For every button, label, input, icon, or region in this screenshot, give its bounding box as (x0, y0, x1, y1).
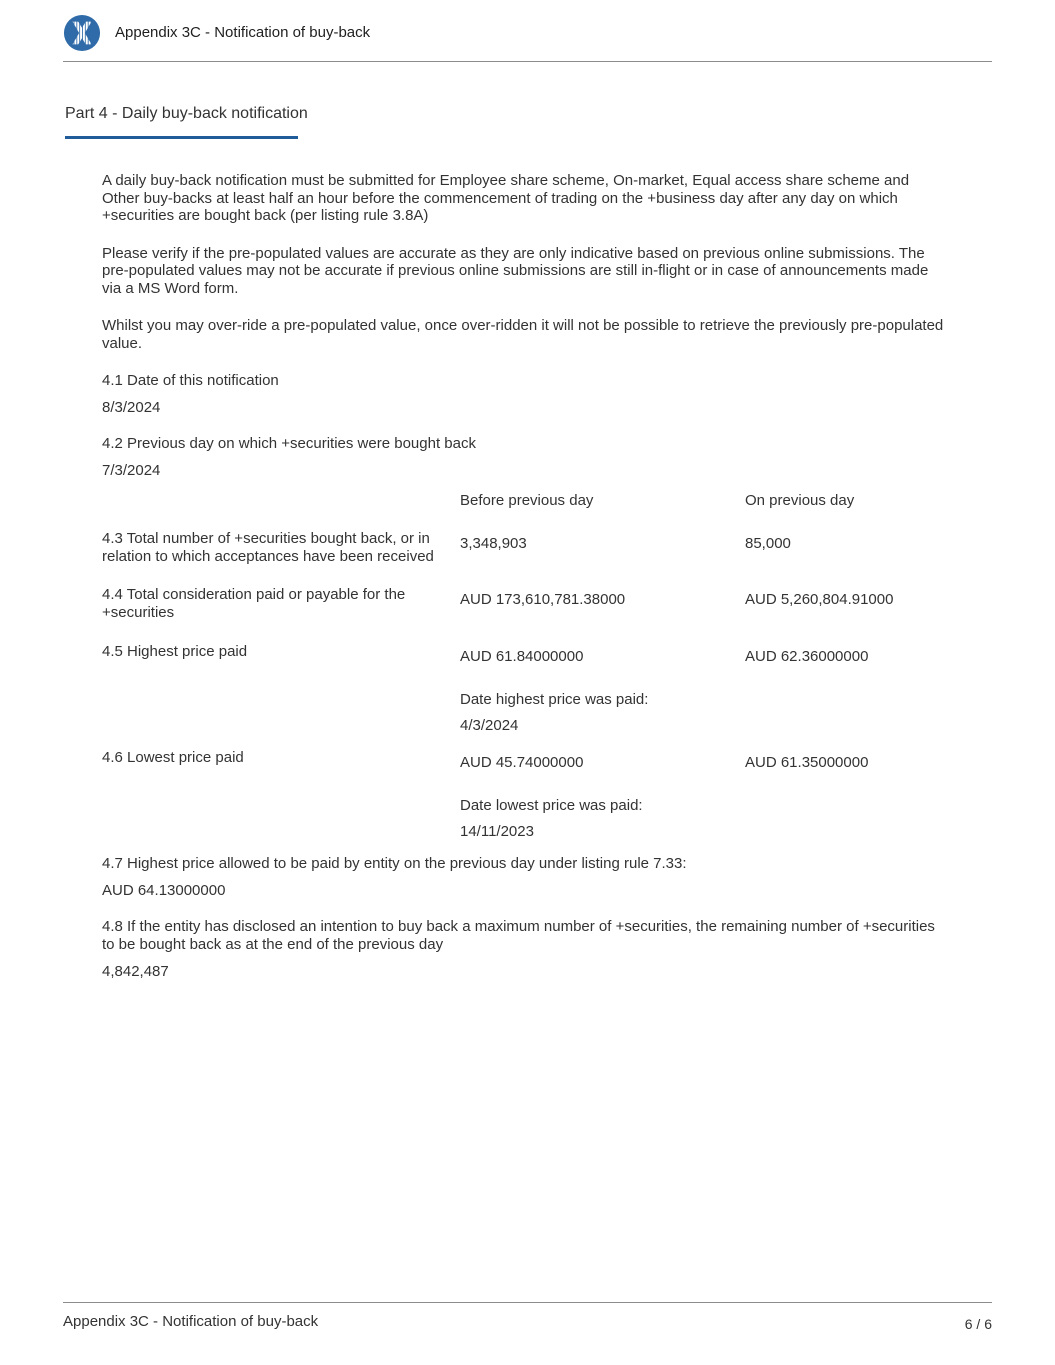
column-header-before-previous-day: Before previous day (460, 492, 594, 509)
row-4-6-label: 4.6 Lowest price paid (102, 749, 244, 766)
row-4-4-on-value: AUD 5,260,804.91000 (745, 591, 894, 608)
intro-paragraph-3: Whilst you may over-ride a pre-populated value, once over-ridden it will not be possible to retrieve the previously pre-populated value. (102, 317, 944, 352)
row-4-4-before-value: AUD 173,610,781.38000 (460, 591, 626, 608)
row-4-6-on-value: AUD 61.35000000 (745, 754, 869, 771)
row-4-6-date-value: 14/11/2023 (460, 823, 534, 840)
table-row-4-6 (102, 749, 947, 772)
header-title: Appendix 3C - Notification of buy-back (115, 24, 371, 41)
row-4-4-label: 4.4 Total consideration paid or payable for the +securities (102, 586, 406, 621)
row-4-3-label: 4.3 Total number of +securities bought back, or in relation to which acceptances have been received (102, 530, 434, 565)
field-4-8 (102, 918, 947, 981)
row-4-5-date-label: Date highest price was paid: (460, 691, 649, 708)
table-header-row (102, 492, 947, 510)
field-4-2-value: 7/3/2024 (102, 462, 161, 479)
row-4-6-before-value: AUD 45.74000000 (460, 754, 584, 771)
field-4-8-label: 4.8 If the entity has disclosed an intention to buy back a maximum number of +securities, the remaining number of +securities to be bought back as at the end of the previous day (102, 918, 935, 953)
row-4-6-date-label: Date lowest price was paid: (460, 797, 643, 814)
column-header-on-previous-day: On previous day (745, 492, 855, 509)
row-4-5-before-value: AUD 61.84000000 (460, 648, 584, 665)
table-row-4-4 (102, 586, 947, 622)
footer-title: Appendix 3C - Notification of buy-back (63, 1313, 319, 1330)
field-4-1-label: 4.1 Date of this notification (102, 372, 279, 389)
footer-page-number: 6 / 6 (964, 1316, 992, 1332)
row-4-5-on-value: AUD 62.36000000 (745, 648, 869, 665)
document-header (63, 0, 992, 62)
row-4-5-label: 4.5 Highest price paid (102, 643, 248, 660)
field-4-1 (102, 372, 947, 417)
table-row-4-3 (102, 530, 947, 566)
row-4-3-on-value: 85,000 (745, 535, 791, 552)
row-4-3-before-value: 3,348,903 (460, 535, 527, 552)
field-4-1-value: 8/3/2024 (102, 399, 161, 416)
field-4-7 (102, 855, 947, 900)
intro-paragraph-1: A daily buy-back notification must be submitted for Employee share scheme, On-market, Equal access share scheme and Other buy-backs at least half an hour before the commencement of trading on the +business day after any day on which +securities are bought back (per listing rule 3.8A) (102, 172, 910, 224)
field-4-2-label: 4.2 Previous day on which +securities were bought back (102, 435, 476, 452)
field-4-7-label: 4.7 Highest price allowed to be paid by entity on the previous day under listing rule 7.33: (102, 855, 687, 872)
field-4-7-value: AUD 64.13000000 (102, 882, 226, 899)
document-footer (63, 1302, 992, 1332)
part-heading-block (65, 104, 992, 139)
part-heading-underline (65, 136, 298, 139)
field-4-8-value: 4,842,487 (102, 963, 169, 980)
body-content (102, 172, 947, 981)
table-header-empty (102, 492, 460, 510)
part-heading: Part 4 - Daily buy-back notification (65, 105, 308, 122)
table-row-4-6-date (102, 797, 947, 841)
table-row-4-5 (102, 643, 947, 666)
table-row-4-5-date (102, 691, 947, 735)
row-4-5-date-cell (460, 691, 745, 735)
intro-paragraph-2: Please verify if the pre-populated values are accurate as they are only indicative based on previous online submissions. The pre-populated values may not be accurate if previous online submissions are still in-flight or in case of announcements made via a MS Word form. (102, 244, 929, 297)
row-4-6-date-cell (460, 797, 745, 841)
field-4-2 (102, 435, 947, 480)
buyback-comparison-table (102, 492, 947, 841)
row-4-5-date-value: 4/3/2024 (460, 717, 519, 734)
asx-logo-icon (63, 14, 101, 52)
